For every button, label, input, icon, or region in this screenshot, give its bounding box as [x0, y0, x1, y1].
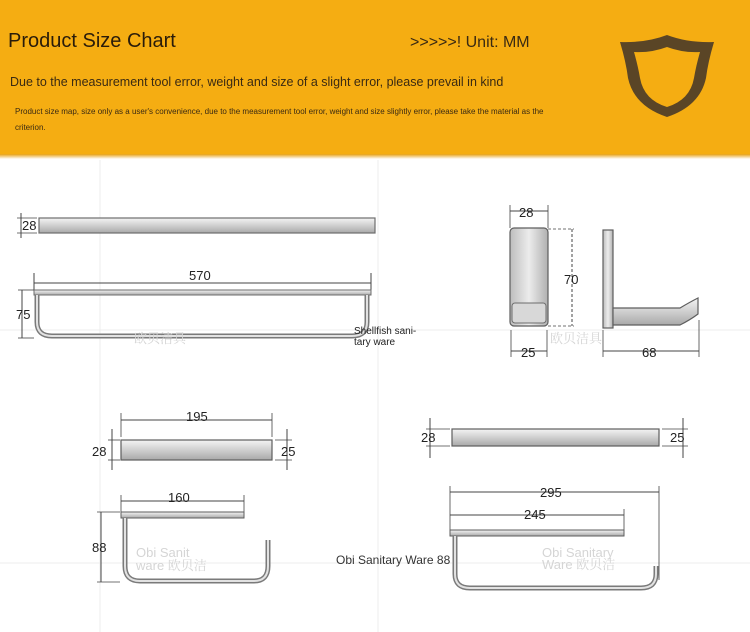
towel-ring-overall-length-label: 295 — [540, 485, 562, 500]
measurement-note: Due to the measurement tool error, weight and size of a slight error, please prevail in kind — [10, 75, 504, 89]
measurement-note-small: Product size map, size only as a user's convenience, due to the measurement tool error, weight and size slightly error, please take the material as the criterion. — [15, 107, 544, 132]
paper-holder-drawing — [97, 413, 292, 582]
watermark-obi-right-2: Ware 欧贝洁 — [542, 557, 616, 572]
towel-ring-depth-label: 25 — [670, 430, 685, 445]
towel-bar-height-top-label: 28 — [22, 218, 37, 233]
watermark-shellfish-1: Shellfish sani- — [354, 326, 417, 337]
paper-holder-arm-length-label: 160 — [168, 490, 190, 505]
robe-hook-width-label: 28 — [519, 205, 534, 220]
watermark-obi-right: Obi Sanitary — [542, 545, 614, 560]
page-title: Product Size Chart — [8, 30, 176, 52]
robe-hook-height-label: 70 — [564, 272, 579, 287]
shield-icon — [620, 35, 714, 117]
watermark-shellfish-2: tary ware — [354, 337, 396, 348]
paper-holder-depth-label: 25 — [281, 444, 296, 459]
watermark-obi-left-2: ware 欧贝洁 — [136, 558, 207, 573]
unit-label: >>>>>! Unit: MM — [410, 34, 530, 51]
paper-holder-arm-height-label: 88 — [92, 540, 107, 555]
towel-ring-inner-length-label: 245 — [524, 507, 546, 522]
robe-hook-drawing — [510, 205, 699, 357]
watermark-obi-left: Obi Sanit — [136, 545, 190, 560]
towel-ring-height-label: 28 — [421, 430, 436, 445]
robe-hook-projection-label: 68 — [642, 345, 657, 360]
watermark-cn-right: 欧贝洁具 — [550, 331, 603, 346]
robe-hook-depth-label: 25 — [521, 345, 536, 360]
paper-holder-height-label: 28 — [92, 444, 107, 459]
towel-bar-height-label: 75 — [16, 307, 31, 322]
watermark-cn-left: 欧贝洁具 — [134, 331, 187, 346]
paper-holder-length-label: 195 — [186, 409, 208, 424]
watermark-obi-center: Obi Sanitary Ware 88 — [336, 553, 451, 567]
towel-bar-length-label: 570 — [189, 268, 211, 283]
